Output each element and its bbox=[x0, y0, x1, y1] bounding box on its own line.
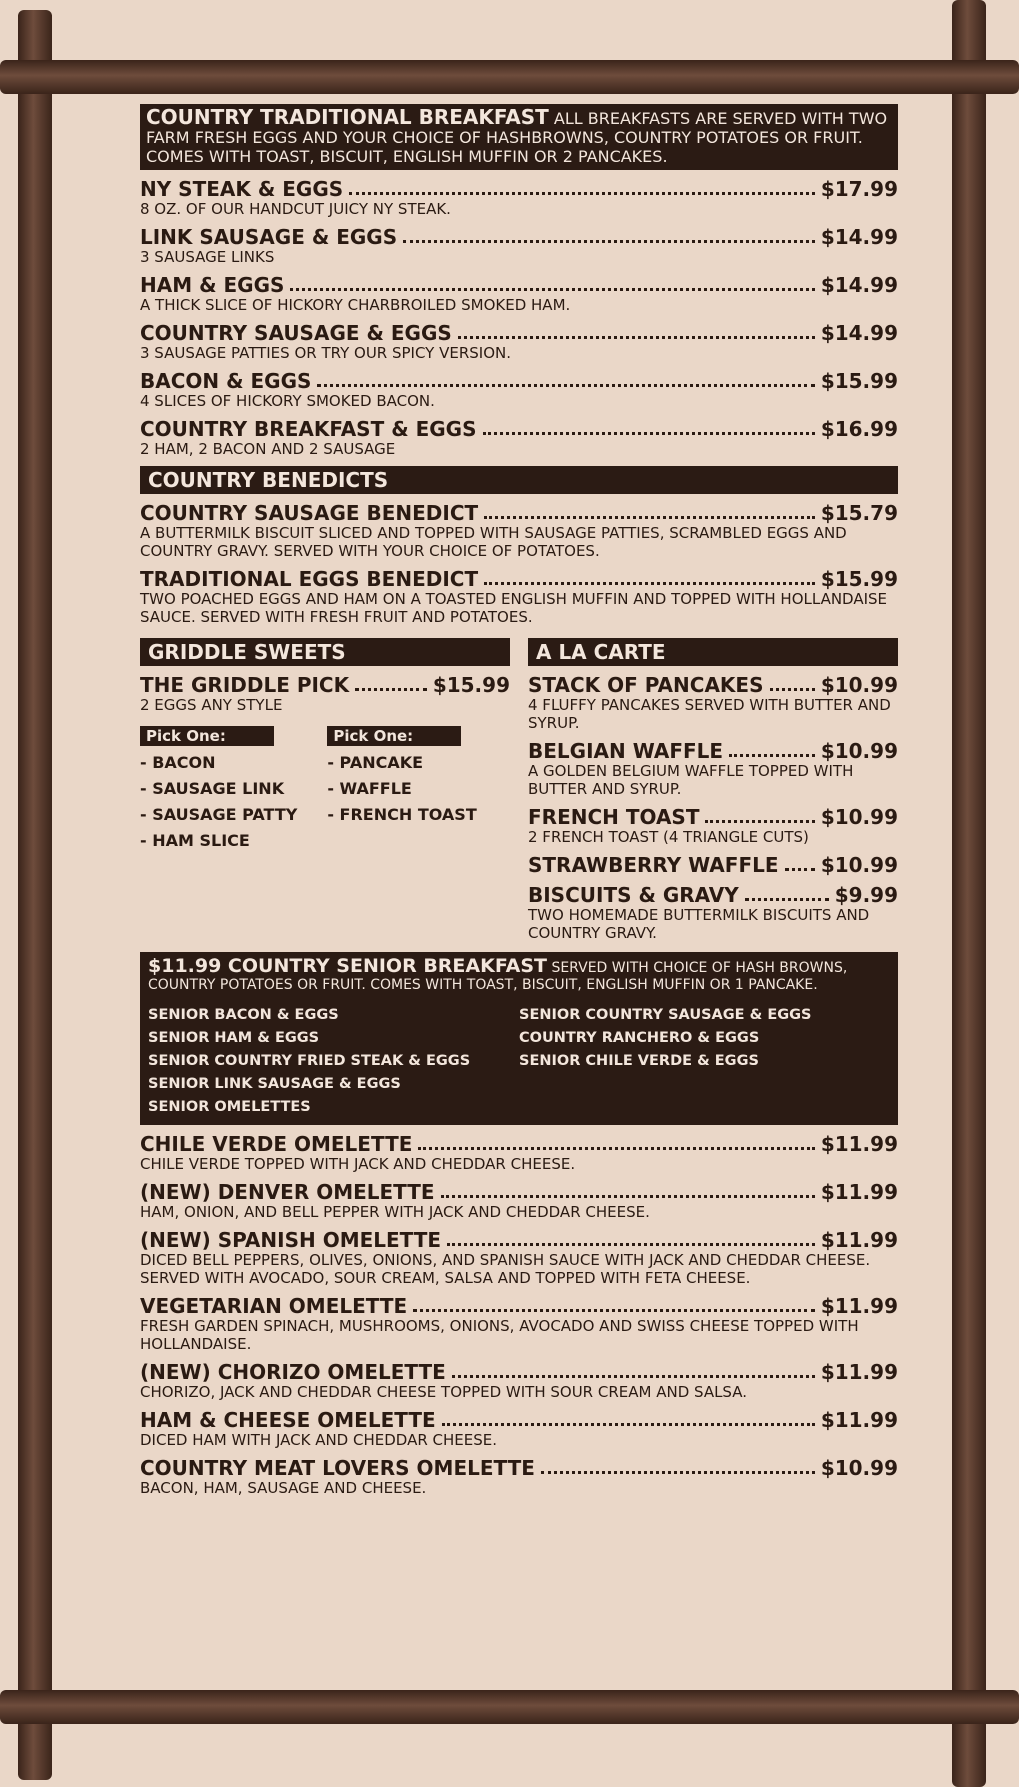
leader-dots bbox=[349, 192, 815, 195]
menu-item-row bbox=[140, 226, 898, 248]
menu-item bbox=[140, 1229, 898, 1287]
item-price: $11.99 bbox=[820, 1180, 898, 1204]
benedicts-header bbox=[140, 466, 898, 494]
list-item: - PANCAKE bbox=[327, 753, 424, 772]
senior-list-left bbox=[148, 1004, 519, 1119]
menu-item bbox=[140, 1457, 898, 1497]
leader-dots bbox=[317, 384, 814, 387]
alacarte-items bbox=[528, 674, 898, 942]
menu-item bbox=[140, 370, 898, 410]
pick-group-2 bbox=[327, 726, 476, 854]
leader-dots bbox=[458, 336, 815, 339]
item-name: COUNTRY BREAKFAST & EGGS bbox=[140, 417, 477, 441]
menu-item bbox=[140, 1361, 898, 1401]
list-item: - WAFFLE bbox=[327, 779, 412, 798]
menu-item bbox=[528, 854, 898, 876]
item-desc: DICED HAM WITH JACK AND CHEDDAR CHEESE. bbox=[140, 1431, 497, 1449]
item-price: $15.99 bbox=[432, 673, 510, 697]
item-price: $17.99 bbox=[820, 177, 898, 201]
item-desc: BACON, HAM, SAUSAGE AND CHEESE. bbox=[140, 1479, 427, 1497]
alacarte-header bbox=[528, 638, 898, 666]
leader-dots bbox=[729, 754, 815, 757]
item-price: $11.99 bbox=[820, 1132, 898, 1156]
senior-intro: SERVED WITH CHOICE OF HASH BROWNS, COUNTRY POTATOES OR FRUIT. COMES WITH TOAST, BISCUIT, ENGLISH MUFFIN OR 1 PANCAKE. bbox=[148, 960, 848, 993]
item-desc: 4 FLUFFY PANCAKES SERVED WITH BUTTER AND SYRUP. bbox=[528, 696, 891, 732]
menu-item-row bbox=[528, 806, 898, 828]
item-desc: CHORIZO, JACK AND CHEDDAR CHEESE TOPPED WITH SOUR CREAM AND SALSA. bbox=[140, 1383, 748, 1401]
item-price: $15.99 bbox=[820, 567, 898, 591]
leader-dots bbox=[770, 688, 815, 691]
traditional-intro: ALL BREAKFASTS ARE SERVED WITH TWO FARM FRESH EGGS AND YOUR CHOICE OF HASHBROWNS, COUNTRY POTATOES OR FRUIT. COMES WITH TOAST, BISCUIT, ENGLISH MUFFIN OR 2 PANCAKES. bbox=[146, 109, 888, 166]
alacarte-title: A LA CARTE bbox=[536, 640, 666, 664]
menu-item bbox=[140, 1409, 898, 1449]
item-name: BISCUITS & GRAVY bbox=[528, 883, 739, 907]
pick-group-1 bbox=[140, 726, 297, 854]
item-price: $11.99 bbox=[820, 1294, 898, 1318]
list-item: - FRENCH TOAST bbox=[327, 805, 477, 824]
list-item: SENIOR OMELETTES bbox=[148, 1099, 311, 1115]
menu-item-row bbox=[140, 1361, 898, 1383]
menu-item-row bbox=[140, 1295, 898, 1317]
pick-list-1 bbox=[140, 750, 297, 854]
item-price: $15.79 bbox=[820, 501, 898, 525]
menu-item bbox=[140, 322, 898, 362]
item-name: TRADITIONAL EGGS BENEDICT bbox=[140, 567, 479, 591]
menu-item-row bbox=[140, 274, 898, 296]
item-name: BACON & EGGS bbox=[140, 369, 312, 393]
item-price: $10.99 bbox=[820, 673, 898, 697]
item-desc: A THICK SLICE OF HICKORY CHARBROILED SMOKED HAM. bbox=[140, 296, 571, 314]
menu-item-row bbox=[528, 674, 898, 696]
pick-options bbox=[140, 726, 510, 854]
traditional-items bbox=[140, 178, 898, 458]
item-name: (NEW) DENVER OMELETTE bbox=[140, 1180, 435, 1204]
menu-item-row bbox=[140, 1409, 898, 1431]
menu-item-row bbox=[140, 1181, 898, 1203]
alacarte-column bbox=[528, 638, 898, 942]
item-desc: HAM, ONION, AND BELL PEPPER WITH JACK AND CHEDDAR CHEESE. bbox=[140, 1203, 650, 1221]
benedicts-items bbox=[140, 502, 898, 626]
item-desc: 3 SAUSAGE LINKS bbox=[140, 248, 275, 266]
traditional-header bbox=[140, 104, 898, 170]
menu-item-row bbox=[140, 1133, 898, 1155]
item-desc: 3 SAUSAGE PATTIES OR TRY OUR SPICY VERSION. bbox=[140, 344, 512, 362]
list-item: SENIOR CHILE VERDE & EGGS bbox=[519, 1053, 759, 1069]
item-price: $10.99 bbox=[820, 739, 898, 763]
item-name: STRAWBERRY WAFFLE bbox=[528, 853, 779, 877]
menu-item bbox=[140, 418, 898, 458]
pick-label-1: Pick One: bbox=[140, 726, 274, 746]
traditional-title: COUNTRY TRADITIONAL BREAKFAST bbox=[146, 105, 549, 129]
item-price: $11.99 bbox=[820, 1408, 898, 1432]
item-price: $16.99 bbox=[820, 417, 898, 441]
leader-dots bbox=[447, 1243, 815, 1246]
list-item: SENIOR LINK SAUSAGE & EGGS bbox=[148, 1076, 401, 1092]
item-name: COUNTRY SAUSAGE & EGGS bbox=[140, 321, 452, 345]
item-price: $15.99 bbox=[820, 369, 898, 393]
menu-item bbox=[140, 1133, 898, 1173]
pick-label-2: Pick One: bbox=[327, 726, 461, 746]
leader-dots bbox=[484, 516, 815, 519]
leader-dots bbox=[745, 898, 829, 901]
leader-dots bbox=[290, 288, 814, 291]
menu-item-row bbox=[140, 418, 898, 440]
pick-list-2 bbox=[327, 750, 476, 828]
senior-grid bbox=[148, 1004, 890, 1119]
item-name: CHILE VERDE OMELETTE bbox=[140, 1132, 413, 1156]
item-name: VEGETARIAN OMELETTE bbox=[140, 1294, 408, 1318]
griddle-pick-item bbox=[140, 674, 510, 714]
item-price: $10.99 bbox=[820, 853, 898, 877]
senior-header bbox=[148, 955, 890, 994]
senior-box bbox=[140, 952, 898, 1125]
item-price: $10.99 bbox=[820, 1456, 898, 1480]
list-item: SENIOR HAM & EGGS bbox=[148, 1030, 320, 1046]
menu-item-row bbox=[140, 1229, 898, 1251]
list-item: SENIOR COUNTRY SAUSAGE & EGGS bbox=[519, 1007, 812, 1023]
item-name: NY STEAK & EGGS bbox=[140, 177, 344, 201]
leader-dots bbox=[355, 688, 427, 691]
menu-item bbox=[528, 740, 898, 798]
menu-item bbox=[140, 502, 898, 560]
item-desc: DICED BELL PEPPERS, OLIVES, ONIONS, AND SPANISH SAUCE WITH JACK AND CHEDDAR CHEESE. SERVED WITH AVOCADO, SOUR CREAM, SALSA AND TOPPED WITH FETA CHEESE. bbox=[140, 1251, 871, 1287]
griddle-pick-row bbox=[140, 674, 510, 696]
menu-item bbox=[140, 1295, 898, 1353]
item-price: $10.99 bbox=[820, 805, 898, 829]
item-desc: TWO HOMEMADE BUTTERMILK BISCUITS AND COUNTRY GRAVY. bbox=[528, 906, 870, 942]
menu-item bbox=[528, 806, 898, 846]
item-name: HAM & EGGS bbox=[140, 273, 285, 297]
menu-item bbox=[528, 674, 898, 732]
item-price: $14.99 bbox=[820, 273, 898, 297]
item-name: COUNTRY SAUSAGE BENEDICT bbox=[140, 501, 479, 525]
item-name: HAM & CHEESE OMELETTE bbox=[140, 1408, 436, 1432]
leader-dots bbox=[413, 1309, 815, 1312]
griddle-title: GRIDDLE SWEETS bbox=[148, 640, 346, 664]
item-name: BELGIAN WAFFLE bbox=[528, 739, 724, 763]
menu-item-row bbox=[140, 568, 898, 590]
menu-content bbox=[140, 104, 898, 1497]
item-price: $9.99 bbox=[834, 883, 898, 907]
leader-dots bbox=[541, 1471, 815, 1474]
list-item: - SAUSAGE LINK bbox=[140, 779, 285, 798]
item-desc: 4 SLICES OF HICKORY SMOKED BACON. bbox=[140, 392, 435, 410]
leader-dots bbox=[418, 1147, 814, 1150]
leader-dots bbox=[452, 1375, 815, 1378]
menu-item-row bbox=[528, 740, 898, 762]
item-desc: 2 FRENCH TOAST (4 TRIANGLE CUTS) bbox=[528, 828, 809, 846]
item-desc: FRESH GARDEN SPINACH, MUSHROOMS, ONIONS, AVOCADO AND SWISS CHEESE TOPPED WITH HOLLANDAISE. bbox=[140, 1317, 859, 1353]
bamboo-frame-left bbox=[18, 10, 52, 1780]
menu-item bbox=[140, 178, 898, 218]
menu-item bbox=[140, 568, 898, 626]
menu-item bbox=[140, 226, 898, 266]
menu-item-row bbox=[140, 370, 898, 392]
item-name: COUNTRY MEAT LOVERS OMELETTE bbox=[140, 1456, 535, 1480]
item-name: LINK SAUSAGE & EGGS bbox=[140, 225, 398, 249]
item-name: STACK OF PANCAKES bbox=[528, 673, 764, 697]
menu-item bbox=[528, 884, 898, 942]
list-item: SENIOR BACON & EGGS bbox=[148, 1007, 339, 1023]
leader-dots bbox=[705, 820, 814, 823]
menu-item-row bbox=[140, 178, 898, 200]
menu-item-row bbox=[528, 854, 898, 876]
bamboo-frame-right bbox=[952, 0, 986, 1787]
item-price: $11.99 bbox=[820, 1228, 898, 1252]
item-desc: A GOLDEN BELGIUM WAFFLE TOPPED WITH BUTTER AND SYRUP. bbox=[528, 762, 854, 798]
leader-dots bbox=[484, 582, 815, 585]
item-price: $14.99 bbox=[820, 321, 898, 345]
bamboo-frame-bottom bbox=[0, 1690, 1019, 1724]
menu-item bbox=[140, 274, 898, 314]
item-desc: CHILE VERDE TOPPED WITH JACK AND CHEDDAR CHEESE. bbox=[140, 1155, 576, 1173]
senior-list-right bbox=[519, 1004, 890, 1119]
item-desc: A BUTTERMILK BISCUIT SLICED AND TOPPED WITH SAUSAGE PATTIES, SCRAMBLED EGGS AND COUNTRY GRAVY. SERVED WITH YOUR CHOICE OF POTATOES. bbox=[140, 524, 847, 560]
list-item: SENIOR COUNTRY FRIED STEAK & EGGS bbox=[148, 1053, 471, 1069]
sweets-columns bbox=[140, 638, 898, 942]
item-desc: 2 EGGS ANY STYLE bbox=[140, 696, 283, 714]
item-price: $14.99 bbox=[820, 225, 898, 249]
item-desc: TWO POACHED EGGS AND HAM ON A TOASTED ENGLISH MUFFIN AND TOPPED WITH HOLLANDAISE SAUCE. SERVED WITH FRESH FRUIT AND POTATOES. bbox=[140, 590, 888, 626]
menu-item-row bbox=[140, 1457, 898, 1479]
item-name: THE GRIDDLE PICK bbox=[140, 673, 350, 697]
menu-item-row bbox=[140, 502, 898, 524]
leader-dots bbox=[441, 1195, 815, 1198]
list-item: COUNTRY RANCHERO & EGGS bbox=[519, 1030, 760, 1046]
leader-dots bbox=[403, 240, 815, 243]
leader-dots bbox=[785, 868, 815, 871]
item-name: (NEW) CHORIZO OMELETTE bbox=[140, 1360, 446, 1384]
senior-title: $11.99 COUNTRY SENIOR BREAKFAST bbox=[148, 955, 547, 977]
omelette-items bbox=[140, 1133, 898, 1497]
item-name: (NEW) SPANISH OMELETTE bbox=[140, 1228, 442, 1252]
menu-item bbox=[140, 1181, 898, 1221]
item-name: FRENCH TOAST bbox=[528, 805, 700, 829]
leader-dots bbox=[442, 1423, 815, 1426]
item-desc: 2 HAM, 2 BACON AND 2 SAUSAGE bbox=[140, 440, 396, 458]
leader-dots bbox=[483, 432, 815, 435]
menu-item-row bbox=[528, 884, 898, 906]
item-desc: 8 OZ. OF OUR HANDCUT JUICY NY STEAK. bbox=[140, 200, 451, 218]
item-price: $11.99 bbox=[820, 1360, 898, 1384]
griddle-column bbox=[140, 638, 510, 942]
list-item: - HAM SLICE bbox=[140, 831, 250, 850]
benedicts-title: COUNTRY BENEDICTS bbox=[148, 468, 389, 492]
menu-item-row bbox=[140, 322, 898, 344]
list-item: - BACON bbox=[140, 753, 216, 772]
bamboo-frame-top bbox=[0, 60, 1019, 94]
griddle-header bbox=[140, 638, 510, 666]
list-item: - SAUSAGE PATTY bbox=[140, 805, 298, 824]
